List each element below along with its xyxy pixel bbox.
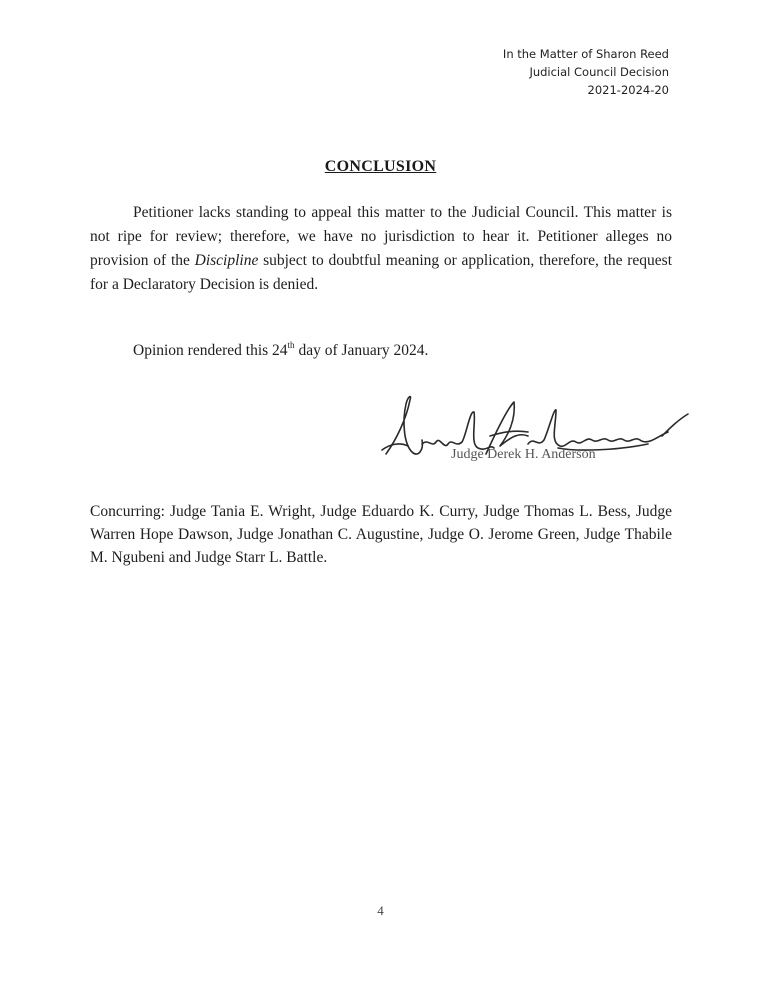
conclusion-text-1: Petitioner lacks standing to appeal this matter to the Judicial Council. This matter is not ripe for review; therefore, we have no jurisdiction to hear it. Petitioner alleges no provision of the: [90, 204, 672, 269]
page-number: 4: [377, 903, 384, 918]
decision-number: 2021-2024-20: [587, 83, 669, 97]
signatory-name: Judge Derek H. Anderson: [451, 447, 596, 462]
ordinal-suffix: th: [287, 340, 295, 350]
conclusion-paragraph: [90, 201, 672, 297]
discipline-italic: Discipline: [194, 252, 259, 269]
decision-type: Judicial Council Decision: [529, 65, 669, 79]
conclusion-heading: CONCLUSION: [324, 158, 437, 175]
concurring-paragraph: Concurring: Judge Tania E. Wright, Judge Eduardo K. Curry, Judge Thomas L. Bess, Judge Warren Hope Dawson, Judge Jonathan C. Augustine, Judge O. Jerome Green, Judge Thabile M. Ngubeni and Judge Starr L. Battle.: [90, 503, 672, 566]
case-title: In the Matter of Sharon Reed: [502, 47, 669, 61]
conclusion-text-2: subject to doubtful meaning or application, therefore, the request for a Declaratory Decision is denied.: [90, 252, 672, 293]
case-header: [503, 45, 669, 99]
opinion-suffix: day of January 2024.: [294, 342, 429, 359]
section-heading: [0, 158, 761, 176]
opinion-prefix: Opinion rendered this 24: [133, 342, 288, 359]
opinion-date-line: [133, 340, 428, 360]
